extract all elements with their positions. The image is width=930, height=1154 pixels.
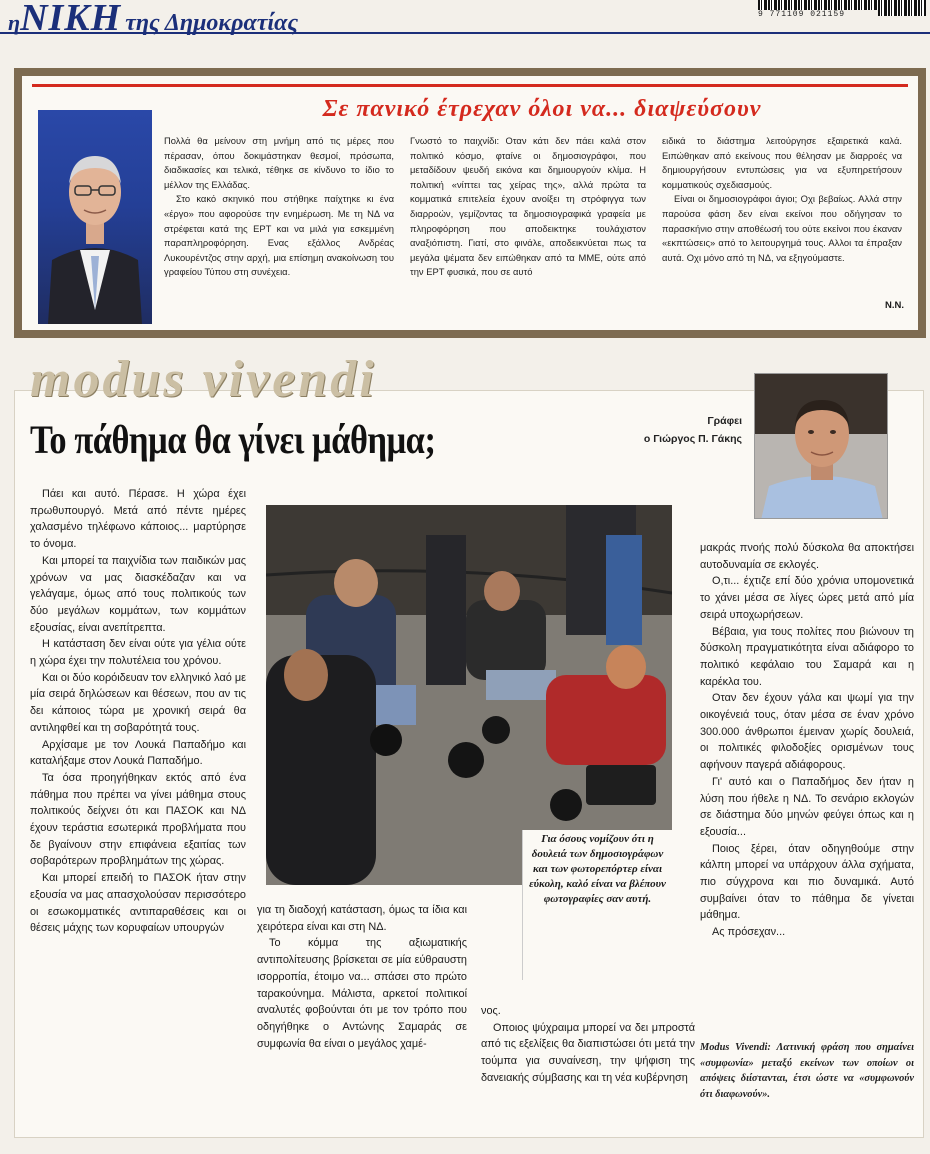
author-portrait-icon xyxy=(755,374,888,519)
article-headline: Το πάθημα θα γίνει μάθημα; xyxy=(30,417,436,462)
article-paragraph: Και μπορεί τα παιχνίδια των παιδικών μας χρόνων να μας διασκέδαζαν και να γελάγαμε, όμως από τους πολιτικούς των δύο μεγάλων κομμάτων, των κομμάτων εξουσίας, είναι ανεπίτρεπτα. xyxy=(30,554,246,634)
masthead xyxy=(0,0,930,39)
article-column-1 xyxy=(30,486,246,937)
editorial-column-3 xyxy=(662,134,902,265)
logo-name: ΝΙΚΗ xyxy=(20,0,122,39)
article-paragraph: Αρχίσαμε με τον Λουκά Παπαδήμο και καταλήξαμε στον Λουκά Παπαδήμο. xyxy=(30,738,246,768)
editorial-portrait-photo xyxy=(38,110,152,324)
article-paragraph: Οποιος ψύχραιμα μπορεί να δει μπροστά από τις εξελίξεις θα διαπιστώσει ότι μετά την τούμπα για συναίνεση, την ψήφιση της δανειακής σύμβασης και τη νέα κυβέρνηση xyxy=(481,1021,695,1084)
author-photo xyxy=(754,373,888,519)
byline-label: Γράφει xyxy=(707,415,742,427)
article-paragraph: Τα όσα προηγήθηκαν εκτός από ένα πάθημα που πρέπει να γίνει μάθημα στους πολιτικούς δείχνει ότι και ΠΑΣΟΚ και ΝΔ έχουν τεράστια εσωτερικά προβλήματα που δε βγαίνουν στην επιφάνεια εξαιτίας των σοβαρότερων προβλημάτων της χώρας. xyxy=(30,771,246,868)
editorial-paragraph: Είναι οι δημοσιογράφοι άγιοι; Οχι βεβαίως. Αλλά στην παρούσα φάση δεν είναι εκείνοι που οδήγησαν το παρασκήνιο στην αποθέωσή του ούτε εκείνοι που έκαναν «εκπτώσεις» από το λειτουργημά τους. Αλλοι τα έπραξαν αυτά. Οχι μόνο από τη ΝΔ, να εξηγούμαστε. xyxy=(662,193,902,263)
editorial-column-1 xyxy=(164,134,394,280)
article-paragraph: για τη διαδοχή κατάσταση, όμως τα ίδια και χειρότερα είναι και στη ΝΔ. xyxy=(257,904,467,933)
article-paragraph: μακράς πνοής πολύ δύσκολα θα αποκτήσει αυτοδυναμία σε εκλογές. xyxy=(700,542,914,571)
photojournalists-photo xyxy=(266,505,672,885)
article-paragraph: Οταν δεν έχουν γάλα και ψωμί για την οικογένειά τους, όταν μέσα σε έναν χρόνο 300.000 άνθρωποι έμειναν χωρίς δουλειά, οι πολιτικές φιλοδοξίες ορισμένων τους αφήνουν παγερά αδιάφορους. xyxy=(700,692,914,772)
article-paragraph: Βέβαια, για τους πολίτες που βιώνουν τη δύσκολη πραγματικότητα είναι αδιάφορο το πολιτικό κεφάλαιο του Σαμαρά και η καρέκλα του. xyxy=(700,625,914,688)
article-byline xyxy=(600,412,742,448)
editorial-paragraph: Πολλά θα μείνουν στη μνήμη από τις μέρες που πέρασαν, όπου δοκιμάστηκαν θεσμοί, πρόσωπα, διαδικασίες και τελικά, τέθηκε σε κίνδυνο το ίδιο το μέλλον της Ελλάδας. xyxy=(164,135,394,190)
photo-caption xyxy=(522,830,672,980)
byline-author: ο Γιώργος Π. Γάκης xyxy=(643,433,742,445)
article-paragraph: Ο,τι... έχτιζε επί δύο χρόνια υπομονετικά το χάνει μέσα σε λίγες ώρες μετά από μία σειρά υποχωρήσεων. xyxy=(700,575,914,621)
logo-prefix: η xyxy=(8,10,21,35)
editorial-paragraph: Γνωστό το παιχνίδι: Οταν κάτι δεν πάει καλά στον πολιτικό κόσμο, φταίνε οι δημοσιογράφοι, που μεταδίδουν ψευδή εικόνα και δημιουργούν κλίμα. Η πολιτική «νίπτει τας χείρας της», αλλά πρώτα τα κομματικά επιτελεία έχουν ανοίξει τη στρόφιγγα των διαρροών, γεμίζοντας τα δημοσιογραφικά γραφεία με πληροφόρηση που αποδεικτηκε τουλάχιστον αναξιόπιστη. Γιατί, στο φινάλε, αποδεικνύεται πως τα μεγάλα ψέματα δεν ειπώθηκαν από τα ΜΜΕ, ούτε από την ΕΡΤ φυσικά, που σε αυτό xyxy=(410,135,646,278)
article-paragraph: Πάει και αυτό. Πέρασε. Η χώρα έχει πρωθυπουργό. Μετά από πέντε ημέρες χαλασμένο τηλέφωνο κάποιος... μαρτύρησε το όνομα. xyxy=(30,488,246,551)
editorial-paragraph: ειδικά το διάστημα λειτούργησε εξαιρετικά καλά. Ειπώθηκαν από εκείνους που θέλησαν με διαρροές να δημιουργήσουν εντυπώσεις για να εξυπηρετήσουν κομματικούς σχεδιασμούς. xyxy=(662,135,902,190)
article-column-3 xyxy=(481,1003,695,1087)
article-paragraph: Η κατάσταση δεν είναι ούτε για γέλια ούτε η χώρα έχει την πολυτέλεια του χρόνου. xyxy=(30,638,246,668)
article-paragraph: Γι' αυτό και ο Παπαδήμος δεν ήταν η λύση που ήθελε η ΝΔ. Το σενάριο εκλογών σε διάστημα δύο μηνών φεύγει όπως και η εξουσία... xyxy=(700,775,914,838)
editorial-rule xyxy=(32,84,908,87)
editorial-column-2 xyxy=(410,134,646,280)
article-paragraph: Ας πρόσεχαν... xyxy=(712,926,786,939)
caption-text: Για όσους νομίζουν ότι η δουλειά των δημοσιογράφων και των φωτορεπόρτερ είναι εύκολη, καλό είναι να βλέπουν φωτογραφίες σαν αυτή. xyxy=(529,833,666,905)
article-column-2 xyxy=(257,902,467,1052)
newspaper-logo xyxy=(8,0,298,40)
article-paragraph: Και οι δύο κορόιδευαν τον ελληνικό λαό με μία σειρά δηλώσεων και θέσεων, που αν τις δει κάποιος τώρα με χρονική σειρά θα αντιληφθεί και τη σοβαρότητά τους. xyxy=(30,671,246,734)
article-paragraph: νος. xyxy=(481,1005,501,1017)
portrait-man-icon xyxy=(38,110,152,324)
article-paragraph: Ποιος ξέρει, όταν οδηγηθούμε στην κάλπη μπορεί να υπάρχουν άλλα σχήματα, πιο σύγχρονα και πιο δυναμικά. Αυτό συμβαίνει όταν το πάθημα δε γίνεται μάθημα. xyxy=(700,842,914,922)
article-paragraph: Το κόμμα της αξιωματικής αντιπολίτευσης βρίσκεται σε μία εύθραυστη ισορροπία, έτοιμο να... σπάσει στο πρώτο ταρακούνημα. Μάλιστα, αρκετοί πολιτικοί αναλυτές φοβούνται ότι με τον τρόπο που οδηγήθηκε ο Αντώνης Σαμαράς σε συμφωνία θα είναι ο μεγάλος χαμέ- xyxy=(257,937,467,1050)
section-title: modus vivendi xyxy=(30,351,377,408)
editorial-signature: Ν.Ν. xyxy=(885,300,904,311)
footnote-definition: Modus Vivendi: Λατινική φράση που σημαίνει «συμφωνία» μεταξύ εκείνων των οποίων οι απόψεις διίστανται, έτσι ώστε να «συμφωνούν ότι διαφωνούν». xyxy=(700,1042,914,1100)
barcode-number: 9 771109 021159 xyxy=(758,10,878,19)
article-paragraph: Και μπορεί επειδή το ΠΑΣΟΚ ήταν στην εξουσία να μας απασχολούσαν περισσότερο οι εσωκομματικές αντιπαραθέσεις και οι θέσεις μάχης των κορυφαίων υπουργών xyxy=(30,872,246,935)
editorial-inner xyxy=(22,76,918,330)
editorial-title: Σε πανικό έτρεχαν όλοι να... διαψεύσουν xyxy=(322,96,762,122)
logo-suffix: της Δημοκρατίας xyxy=(125,10,299,36)
photographers-scene-icon xyxy=(266,505,672,885)
article-column-4 xyxy=(700,540,914,941)
editorial-paragraph: Στο κακό σκηνικό που στήθηκε παίχτηκε κι ένα «έργο» που αφορούσε την ενημέρωση. Με τη ΝΔ να στρέφεται κατά της ΕΡΤ και να μιλά για εσκεμμένη παραπληροφόρηση. Ενας εξάλλος Ανδρέας Λυκουρέντζος στην αρχή, μια επίσημη ανακοίνωση του γραφείου Τύπου στη συνέχεια. xyxy=(164,193,394,278)
editorial-box xyxy=(14,68,926,338)
